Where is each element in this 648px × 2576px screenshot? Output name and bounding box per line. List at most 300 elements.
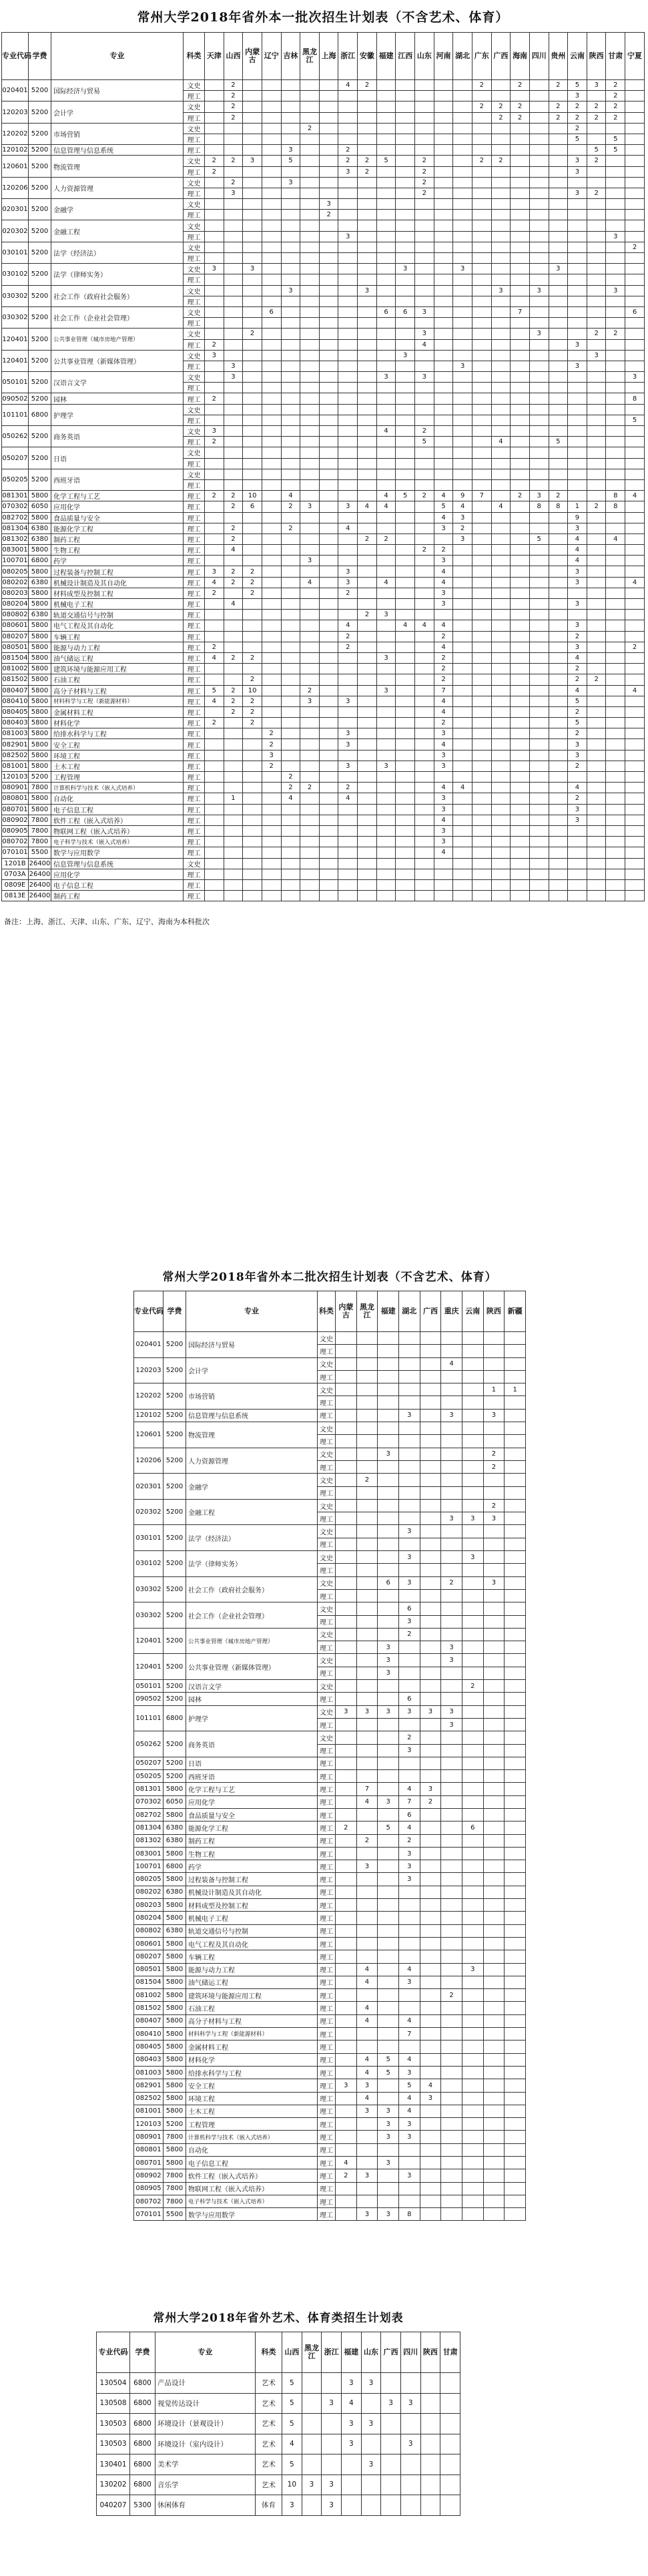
major-name: 化学工程与工艺 (51, 491, 184, 501)
tuition-fee: 5800 (29, 491, 51, 501)
quota-cell: 2 (434, 652, 453, 663)
quota-cell (441, 2195, 462, 2207)
quota-cell (376, 545, 396, 556)
quota-cell (549, 750, 568, 761)
quota-cell (262, 112, 281, 123)
header-province: 山西 (224, 33, 243, 80)
category-cell: 文史 (318, 1731, 336, 1744)
quota-cell (336, 2131, 357, 2143)
quota-cell (262, 242, 281, 252)
quota-cell (336, 1963, 357, 1976)
quota-cell (302, 2393, 322, 2414)
major-code: 120401 (2, 329, 29, 350)
quota-cell (625, 739, 645, 750)
quota-cell: 9 (453, 491, 472, 501)
quota-cell (376, 177, 396, 188)
quota-cell (472, 718, 491, 728)
quota-cell (511, 242, 530, 252)
quota-cell (625, 825, 645, 836)
quota-cell (453, 610, 472, 620)
quota-cell (319, 577, 338, 588)
quota-cell: 5 (378, 2053, 399, 2066)
quota-cell (587, 479, 606, 490)
quota-cell (396, 772, 415, 783)
quota-cell (511, 685, 530, 696)
quota-cell (336, 1667, 357, 1679)
quota-cell (376, 815, 396, 825)
quota-cell: 3 (400, 2434, 420, 2454)
quota-cell: 3 (341, 2434, 361, 2454)
header-province: 广西 (491, 33, 511, 80)
quota-cell (356, 1448, 378, 1460)
quota-cell (483, 1718, 505, 1731)
quota-cell (434, 469, 453, 479)
tuition-fee: 5800 (29, 545, 51, 556)
quota-cell (378, 1744, 399, 1757)
category-cell: 理工 (318, 2169, 336, 2182)
major-name: 建筑环境与能源应用工程 (186, 1989, 318, 2002)
category-cell: 理工 (318, 1924, 336, 1937)
table-row (97, 2454, 460, 2475)
quota-cell (472, 415, 491, 425)
quota-cell (356, 1551, 378, 1564)
quota-cell (420, 2414, 440, 2434)
quota-cell (300, 80, 320, 91)
quota-cell (358, 437, 377, 447)
quota-cell (319, 739, 338, 750)
quota-cell (491, 825, 511, 836)
table-row (134, 1963, 526, 1976)
plan-table-tier1 (1, 32, 645, 901)
quota-cell (358, 728, 377, 739)
quota-cell (420, 1345, 441, 1357)
category-cell: 文史 (318, 1705, 336, 1718)
quota-cell (396, 545, 415, 556)
quota-cell (319, 837, 338, 847)
quota-cell (420, 2028, 441, 2041)
quota-cell (415, 631, 434, 642)
quota-cell (625, 210, 645, 220)
quota-cell (472, 306, 491, 317)
quota-cell (243, 739, 262, 750)
header-province: 云南 (462, 1291, 483, 1332)
quota-cell (529, 739, 549, 750)
quota-cell: 4 (434, 512, 453, 523)
quota-cell (262, 134, 281, 144)
quota-cell (491, 372, 511, 383)
quota-cell (319, 685, 338, 696)
quota-cell (396, 533, 415, 544)
quota-cell (453, 739, 472, 750)
table-row (2, 825, 645, 836)
quota-cell (336, 2014, 357, 2027)
quota-cell (205, 415, 224, 425)
quota-cell (319, 501, 338, 512)
quota-cell: 3 (453, 361, 472, 371)
category-cell: 理工 (184, 620, 205, 631)
quota-cell (462, 2169, 483, 2182)
major-name: 商务英语 (186, 1731, 318, 1757)
quota-cell (415, 220, 434, 231)
quota-cell (568, 837, 587, 847)
quota-cell (472, 469, 491, 479)
major-name: 休闲体育 (155, 2495, 256, 2516)
major-name: 音乐学 (155, 2475, 256, 2495)
quota-cell (281, 642, 300, 652)
quota-cell: 4 (336, 2157, 357, 2169)
quota-cell (549, 318, 568, 329)
quota-cell (434, 533, 453, 544)
quota-cell (453, 329, 472, 339)
quota-cell (205, 469, 224, 479)
tuition-fee: 5800 (29, 620, 51, 631)
quota-cell (300, 156, 320, 166)
quota-cell (420, 1409, 441, 1422)
quota-cell (625, 706, 645, 717)
quota-cell (358, 631, 377, 642)
quota-cell (549, 696, 568, 706)
quota-cell (376, 772, 396, 783)
major-name: 生物工程 (51, 545, 184, 556)
quota-cell: 2 (568, 112, 587, 123)
major-name: 人力资源管理 (51, 177, 184, 198)
quota-cell (243, 242, 262, 252)
quota-cell (415, 231, 434, 242)
quota-cell (378, 1486, 399, 1499)
quota-cell (420, 2195, 441, 2207)
quota-cell (434, 242, 453, 252)
quota-cell (472, 566, 491, 577)
major-code: 130503 (97, 2414, 130, 2434)
quota-cell (398, 1396, 420, 1409)
major-code: 083001 (134, 1847, 164, 1860)
quota-cell: 3 (529, 285, 549, 296)
quota-cell (511, 329, 530, 339)
quota-cell (398, 1370, 420, 1383)
quota-cell: 4 (491, 437, 511, 447)
quota-cell (453, 166, 472, 177)
quota-cell (606, 869, 625, 879)
major-name: 食品质量与安全 (51, 512, 184, 523)
table-row (134, 1976, 526, 1988)
quota-cell: 3 (462, 1551, 483, 1564)
quota-cell (587, 242, 606, 252)
quota-cell: 5 (568, 80, 587, 91)
header-province: 山西 (282, 2332, 302, 2373)
quota-cell (420, 2105, 441, 2117)
quota-cell: 7 (356, 1783, 378, 1795)
quota-cell (549, 329, 568, 339)
major-code: 050205 (134, 1770, 164, 1783)
quota-cell (483, 1886, 505, 1898)
category-cell: 理工 (318, 1847, 336, 1860)
major-name: 日语 (51, 447, 184, 469)
quota-cell (396, 664, 415, 674)
quota-cell: 5 (549, 437, 568, 447)
quota-cell (549, 134, 568, 144)
major-name: 石油工程 (51, 674, 184, 685)
quota-cell (243, 783, 262, 793)
quota-cell (300, 134, 320, 144)
quota-cell: 2 (338, 631, 358, 642)
quota-cell (358, 879, 377, 890)
major-code: 020302 (2, 220, 29, 242)
quota-cell (358, 318, 377, 329)
quota-cell (529, 383, 549, 393)
tuition-fee: 5200 (29, 393, 51, 404)
quota-cell (529, 91, 549, 101)
header-province: 辽宁 (262, 33, 281, 80)
quota-cell: 2 (243, 577, 262, 588)
quota-cell (336, 1332, 357, 1345)
quota-cell (453, 231, 472, 242)
quota-cell (625, 501, 645, 512)
tuition-fee: 5800 (164, 1937, 186, 1950)
quota-cell (587, 533, 606, 544)
category-cell: 理工 (318, 2041, 336, 2053)
quota-cell (462, 2208, 483, 2221)
quota-cell (243, 642, 262, 652)
major-name: 轨道交通信号与控制 (186, 1924, 318, 1937)
quota-cell: 4 (434, 696, 453, 706)
quota-cell: 3 (281, 145, 300, 156)
table-row (2, 674, 645, 685)
quota-cell (491, 426, 511, 437)
quota-cell (549, 869, 568, 879)
tuition-fee: 5800 (164, 2041, 186, 2053)
quota-cell (376, 718, 396, 728)
category-cell: 理工 (318, 2028, 336, 2041)
quota-cell (511, 415, 530, 425)
quota-cell: 2 (568, 706, 587, 717)
quota-cell (505, 1976, 526, 1988)
quota-cell (319, 306, 338, 317)
quota-cell (441, 1783, 462, 1795)
quota-cell (378, 1589, 399, 1602)
quota-cell: 3 (453, 512, 472, 523)
quota-cell (224, 210, 243, 220)
quota-cell (529, 274, 549, 285)
quota-cell (549, 393, 568, 404)
quota-cell (262, 329, 281, 339)
quota-cell: 4 (398, 2014, 420, 2027)
tuition-fee: 5200 (29, 177, 51, 198)
quota-cell: 3 (568, 642, 587, 652)
quota-cell: 5 (282, 2454, 302, 2475)
quota-cell (505, 2182, 526, 2195)
quota-cell (441, 2066, 462, 2079)
quota-cell: 2 (336, 2169, 357, 2182)
quota-cell (376, 793, 396, 804)
quota-cell (453, 588, 472, 598)
table-row (134, 2157, 526, 2169)
quota-cell (381, 2373, 401, 2394)
quota-cell (420, 1731, 441, 1744)
quota-cell (549, 599, 568, 610)
quota-cell (472, 664, 491, 674)
quota-cell (511, 545, 530, 556)
quota-cell (300, 199, 320, 210)
quota-cell (462, 1615, 483, 1628)
quota-cell (483, 1757, 505, 1769)
quota-cell (434, 123, 453, 134)
quota-cell (529, 869, 549, 879)
major-code: 080902 (134, 2169, 164, 2182)
quota-cell (300, 706, 320, 717)
quota-cell (398, 2157, 420, 2169)
quota-cell (319, 101, 338, 112)
quota-cell: 3 (398, 2131, 420, 2143)
quota-cell (376, 91, 396, 101)
quota-cell (491, 533, 511, 544)
quota-cell (396, 652, 415, 663)
quota-cell (434, 458, 453, 469)
quota-cell: 3 (434, 804, 453, 815)
quota-cell (415, 891, 434, 901)
category-cell: 理工 (318, 1486, 336, 1499)
quota-cell (376, 231, 396, 242)
quota-cell (483, 2131, 505, 2143)
quota-cell (262, 620, 281, 631)
tuition-fee: 7800 (29, 783, 51, 793)
table-row (134, 1770, 526, 1783)
quota-cell (441, 1680, 462, 1693)
quota-cell (262, 566, 281, 577)
quota-cell (529, 134, 549, 144)
quota-cell (338, 101, 358, 112)
tuition-fee: 5800 (29, 804, 51, 815)
quota-cell (224, 350, 243, 361)
quota-cell (441, 1757, 462, 1769)
quota-cell (281, 674, 300, 685)
quota-cell (505, 1538, 526, 1550)
header-province: 广东 (472, 33, 491, 80)
quota-cell (491, 674, 511, 685)
quota-cell (511, 783, 530, 793)
quota-cell (281, 739, 300, 750)
quota-cell (420, 2066, 441, 2079)
quota-cell (224, 479, 243, 490)
quota-cell (415, 199, 434, 210)
major-code: 080901 (2, 783, 29, 793)
quota-cell (338, 556, 358, 566)
quota-cell (606, 156, 625, 166)
major-name: 电子科学与技术（嵌入式培养） (186, 2195, 318, 2207)
quota-cell: 4 (568, 556, 587, 566)
quota-cell (356, 1641, 378, 1654)
quota-cell (356, 2118, 378, 2131)
quota-cell: 3 (224, 188, 243, 198)
quota-cell (396, 188, 415, 198)
major-name: 自动化 (186, 2143, 318, 2156)
quota-cell (376, 556, 396, 566)
quota-cell (472, 479, 491, 490)
quota-cell (281, 728, 300, 739)
quota-cell: 3 (378, 2208, 399, 2221)
quota-cell (549, 177, 568, 188)
quota-cell (483, 1705, 505, 1718)
tuition-fee: 5800 (29, 793, 51, 804)
table-header-row (2, 33, 645, 80)
quota-cell (491, 739, 511, 750)
quota-cell (376, 437, 396, 447)
quota-cell (205, 285, 224, 296)
category-cell: 艺术 (256, 2393, 282, 2414)
quota-cell (420, 1551, 441, 1564)
quota-cell (356, 1886, 378, 1898)
header-province: 陕西 (483, 1291, 505, 1332)
quota-cell (396, 588, 415, 598)
quota-cell (376, 837, 396, 847)
quota-cell (441, 1435, 462, 1448)
quota-cell (400, 2373, 420, 2394)
quota-cell (606, 177, 625, 188)
major-name: 园林 (186, 1693, 318, 1705)
quota-cell: 4 (568, 685, 587, 696)
quota-cell (319, 437, 338, 447)
quota-cell (281, 231, 300, 242)
quota-cell (505, 1474, 526, 1486)
quota-cell (491, 879, 511, 890)
quota-cell (300, 523, 320, 533)
quota-cell (472, 123, 491, 134)
quota-cell (243, 620, 262, 631)
category-cell: 理工 (318, 1937, 336, 1950)
quota-cell (587, 306, 606, 317)
quota-cell (376, 296, 396, 306)
quota-cell (420, 1474, 441, 1486)
quota-cell (415, 556, 434, 566)
quota-cell (336, 1808, 357, 1821)
quota-cell (420, 2118, 441, 2131)
major-name: 制药工程 (51, 891, 184, 901)
quota-cell (625, 652, 645, 663)
quota-cell: 3 (338, 166, 358, 177)
quota-cell (205, 318, 224, 329)
quota-cell (415, 664, 434, 674)
quota-cell (472, 145, 491, 156)
quota-cell (300, 415, 320, 425)
quota-cell (420, 2131, 441, 2143)
quota-cell (281, 891, 300, 901)
tuition-fee: 5200 (164, 1499, 186, 1525)
quota-cell (356, 1718, 378, 1731)
quota-cell (472, 426, 491, 437)
quota-cell (300, 231, 320, 242)
quota-cell (462, 1860, 483, 1873)
quota-cell (483, 2169, 505, 2182)
quota-cell (376, 642, 396, 652)
quota-cell: 3 (205, 264, 224, 274)
quota-cell (376, 242, 396, 252)
quota-cell (243, 664, 262, 674)
quota-cell (336, 1873, 357, 1886)
quota-cell (336, 2118, 357, 2131)
quota-cell (358, 793, 377, 804)
quota-cell (472, 674, 491, 685)
quota-cell (356, 1937, 378, 1950)
quota-cell (396, 858, 415, 869)
category-cell: 理工 (184, 631, 205, 642)
table-row (2, 404, 645, 415)
quota-cell (462, 2053, 483, 2066)
quota-cell (243, 891, 262, 901)
quota-cell: 3 (341, 2373, 361, 2394)
quota-cell (441, 1589, 462, 1602)
quota-cell (549, 188, 568, 198)
category-cell: 理工 (318, 1615, 336, 1628)
quota-cell (336, 1345, 357, 1357)
